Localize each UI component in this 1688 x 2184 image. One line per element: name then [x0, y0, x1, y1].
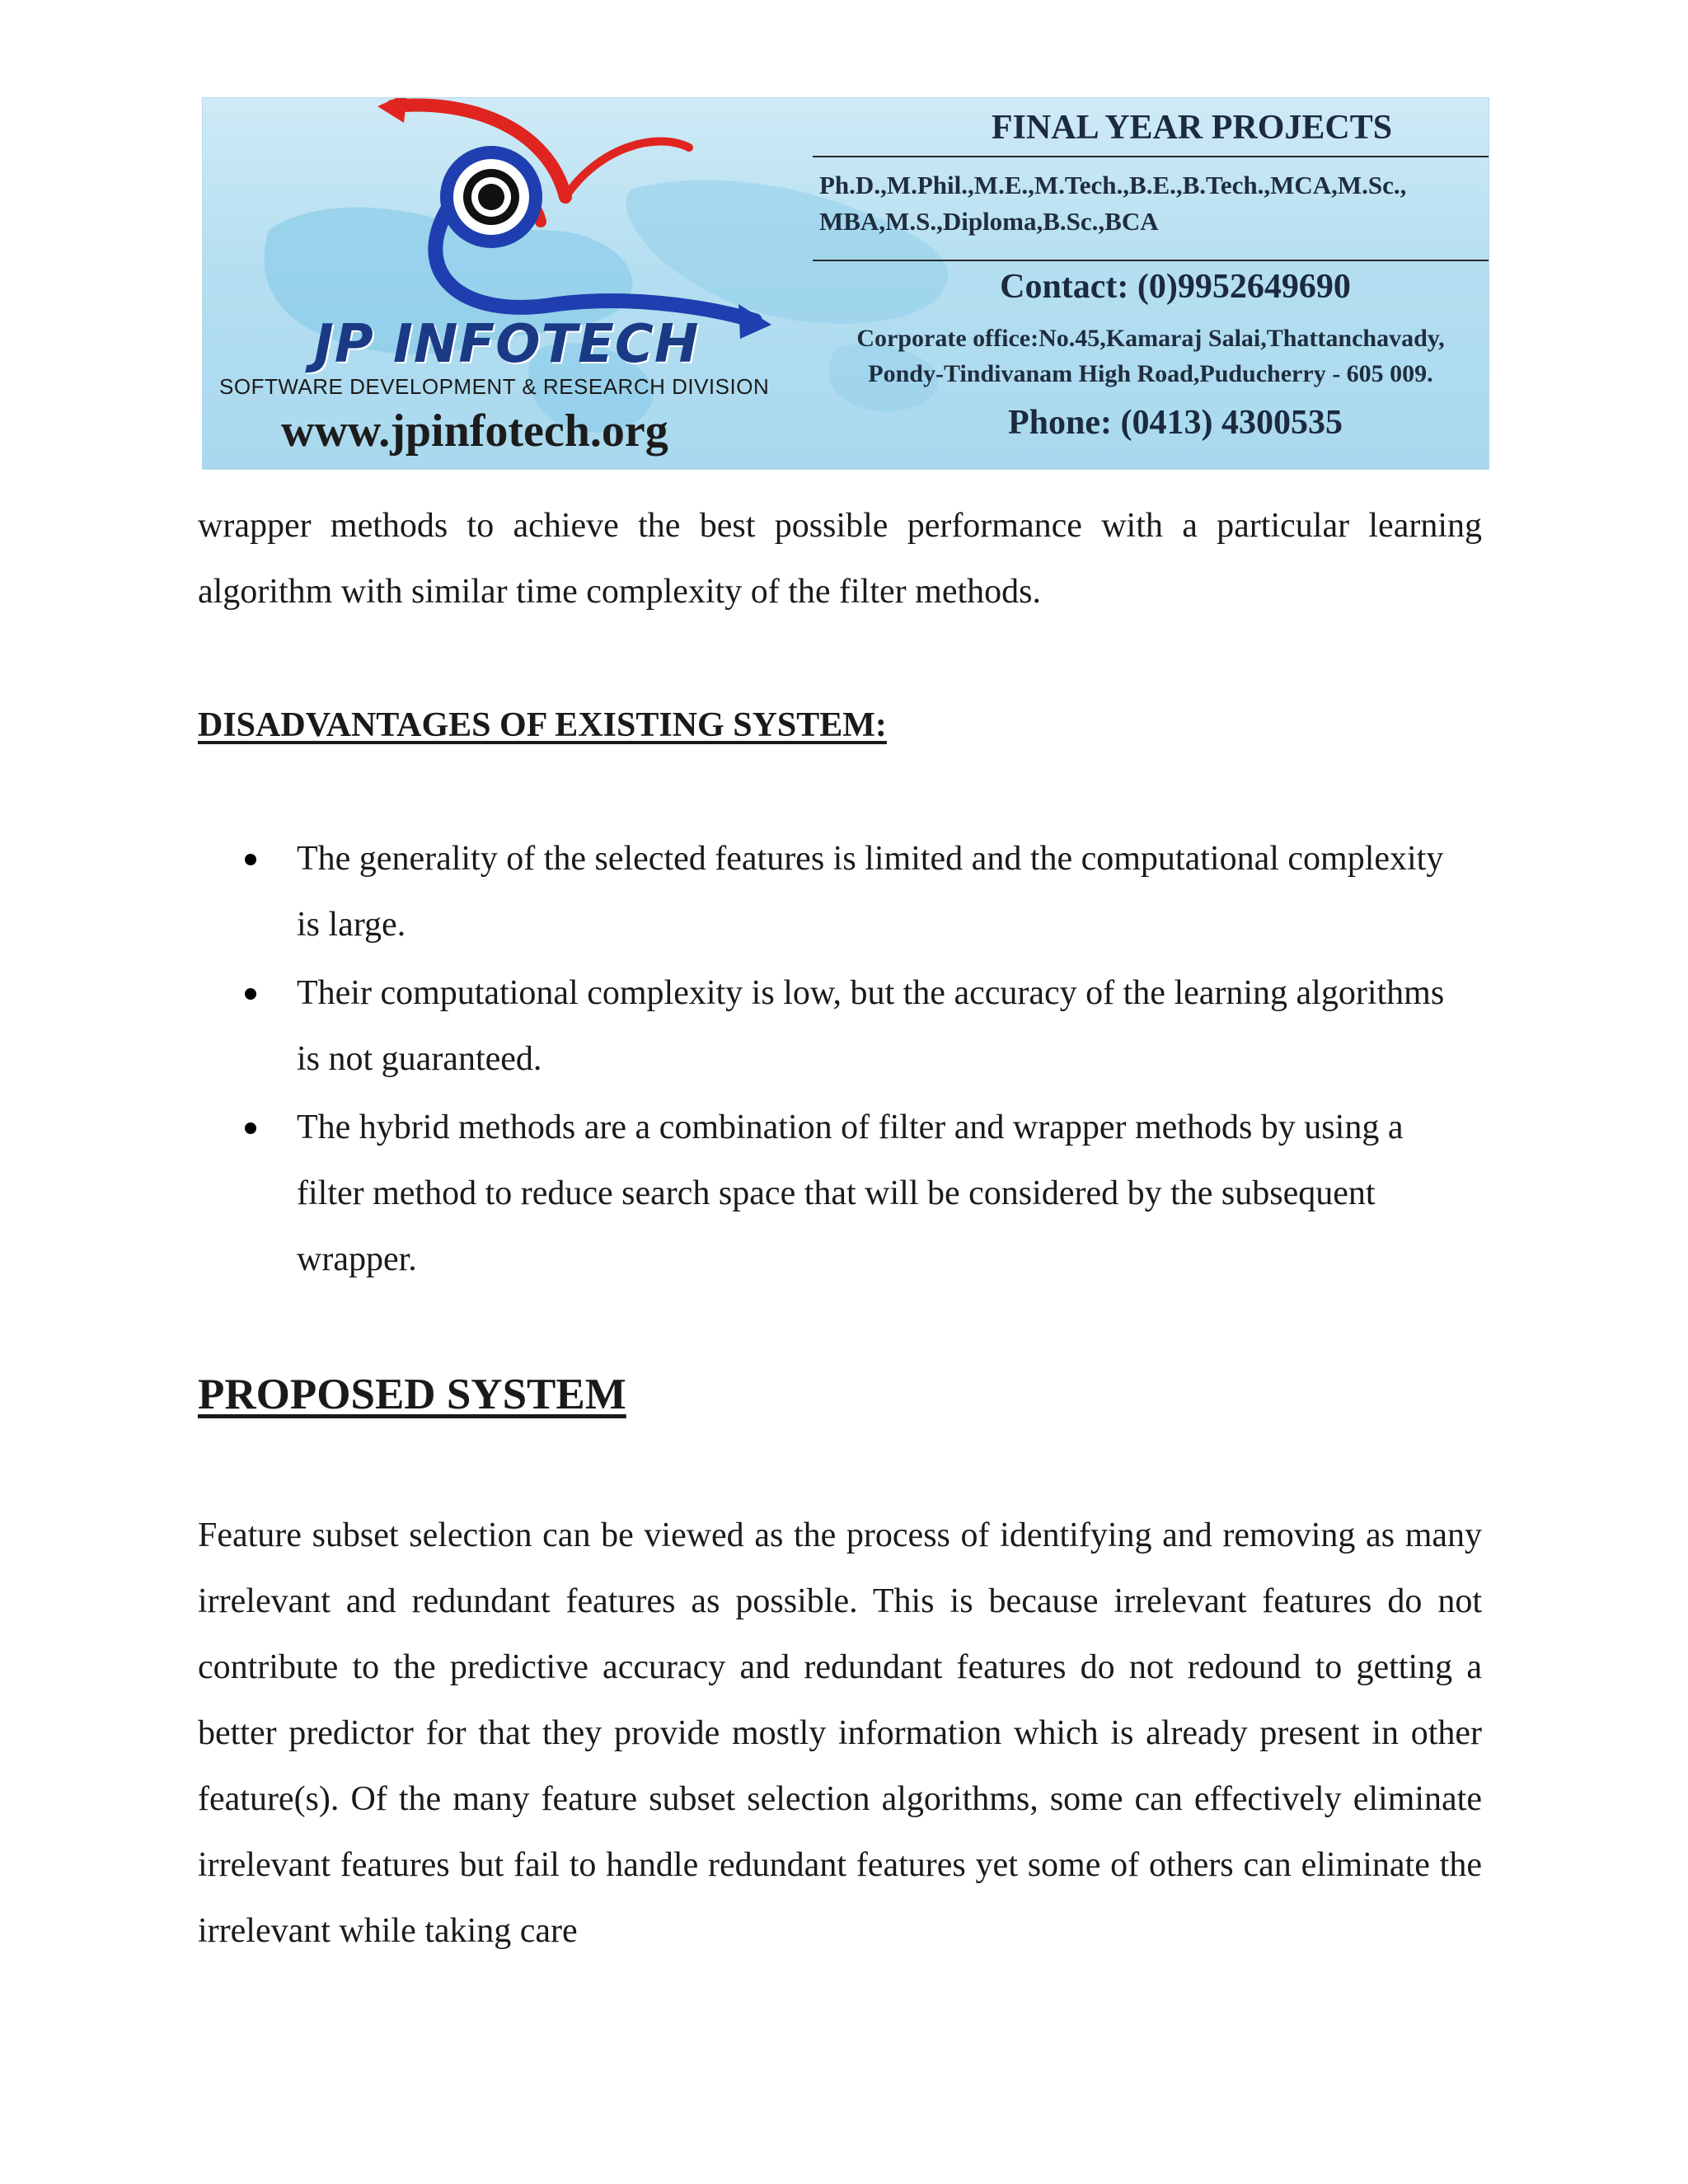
disadvantages-heading: DISADVANTAGES OF EXISTING SYSTEM:: [198, 706, 887, 744]
qualifications-text: Ph.D.,M.Phil.,M.E.,M.Tech.,B.E.,B.Tech.,MCA,M.Sc., MBA,M.S.,Diploma,B.Sc.,BCA: [819, 171, 1407, 236]
bullet-icon: [245, 854, 256, 865]
proposed-system-heading: PROPOSED SYSTEM: [198, 1371, 626, 1418]
brand-tagline: SOFTWARE DEVELOPMENT & RESEARCH DIVISION: [219, 374, 770, 399]
bullet-icon: [245, 1122, 256, 1134]
list-item: [198, 826, 1482, 958]
list-item-text: The generality of the selected features is limited and the computational complexity is large.: [297, 840, 1444, 944]
disadvantages-list: [198, 826, 1482, 1295]
list-item: [198, 1094, 1482, 1292]
banner-divider: [813, 260, 1489, 261]
list-item-text: The hybrid methods are a combination of filter and wrapper methods by using a filter method to reduce search space that will be considered by the subsequent wrapper.: [297, 1108, 1404, 1278]
phone-number: Phone: (0413) 4300535: [1008, 404, 1343, 442]
office-address: Corporate office:No.45,Kamaraj Salai,Thattanchavady, Pondy-Tindivanam High Road,Puducherry - 605 009.: [856, 325, 1445, 387]
header-banner: [202, 97, 1489, 470]
intro-paragraph: wrapper methods to achieve the best possible performance with a particular learning algorithm with similar time complexity of the filter methods.: [198, 507, 1482, 611]
banner-heading: FINAL YEAR PROJECTS: [991, 109, 1393, 147]
brand-name: JP INFOTECH: [314, 314, 700, 375]
proposed-system-paragraph: Feature subset selection can be viewed as the process of identifying and removing as many irrelevant and redundant features as possible. This is because irrelevant features do not contribute to the predictive accuracy and redundant features do not redound to getting a better predictor for that they provide mostly information which is already present in other feature(s). Of the many feature subset selection algorithms, some can effectively eliminate irrelevant features but fail to handle redundant features yet some of others can eliminate the irrelevant while taking care: [198, 1516, 1482, 1950]
contact-number: Contact: (0)9952649690: [1000, 268, 1351, 306]
banner-divider: [813, 156, 1489, 157]
brand-url[interactable]: www.jpinfotech.org: [281, 405, 668, 457]
list-item: [198, 960, 1482, 1092]
list-item-text: Their computational complexity is low, but the accuracy of the learning algorithms is not guaranteed.: [297, 974, 1445, 1078]
bullet-icon: [245, 988, 256, 1000]
